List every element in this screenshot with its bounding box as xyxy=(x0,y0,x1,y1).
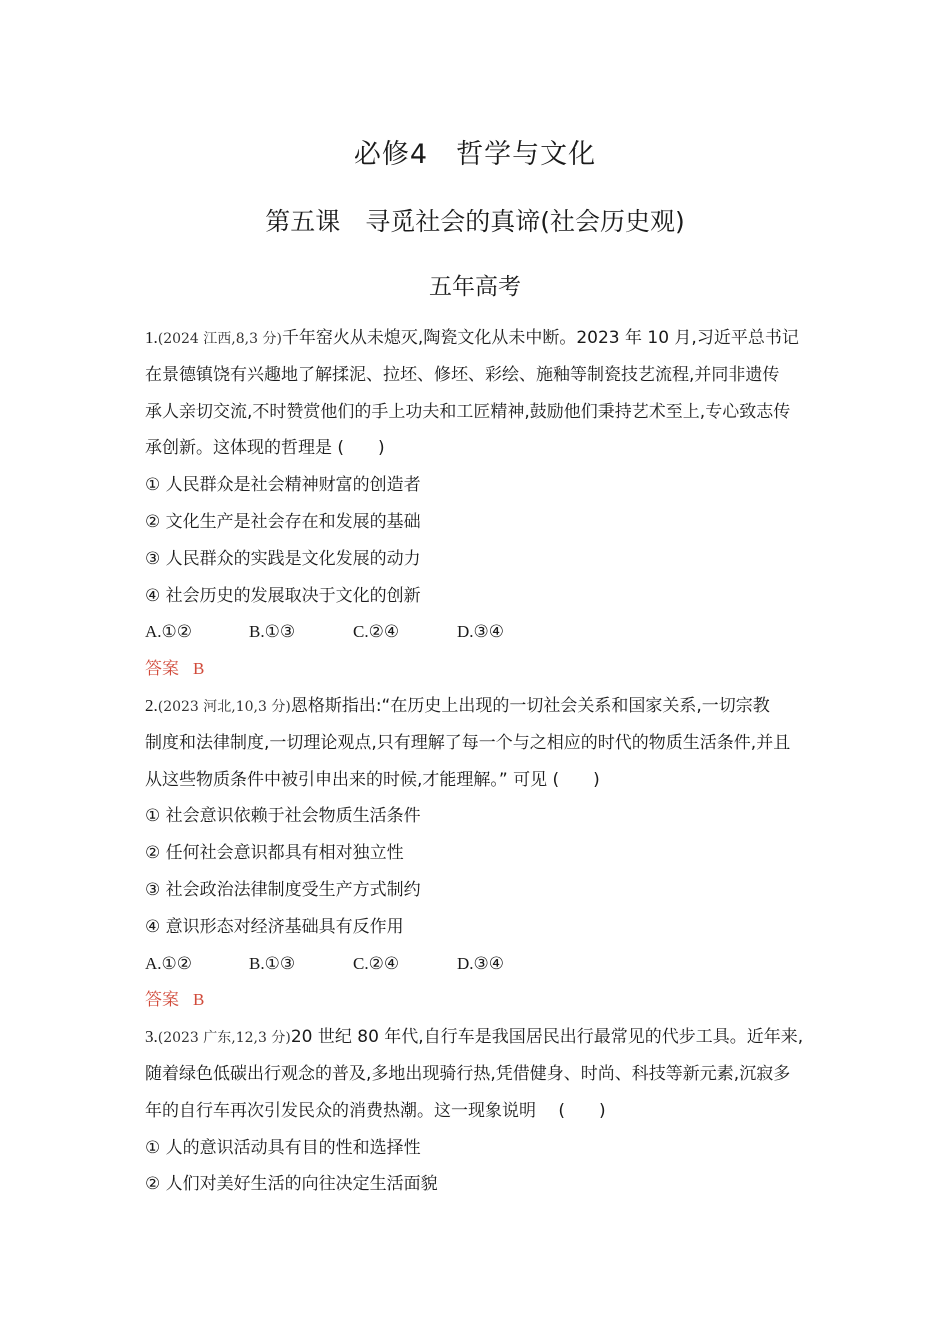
question-1-option-3: ③ 人民群众的实践是文化发展的动力 xyxy=(145,548,421,569)
question-source: (2023 广东,12,3 分) xyxy=(157,1030,291,1047)
section-title: 五年高考 xyxy=(429,274,521,300)
book-title: 必修4 哲学与文化 xyxy=(353,139,597,170)
question-2-choices xyxy=(145,946,810,983)
question-3-line-1 xyxy=(145,1019,810,1056)
question-2-line-3: 从这些物质条件中被引申出来的时候,才能理解。” 可见 ( ) xyxy=(145,769,600,790)
question-2-option-3: ③ 社会政治法律制度受生产方式制约 xyxy=(145,879,421,900)
answer-value: B xyxy=(193,990,205,1010)
choice-b: B.①③ xyxy=(249,622,296,642)
question-1-line-3: 承人亲切交流,不时赞赏他们的手上功夫和工匠精神,鼓励他们秉持艺术至上,专心致志传 xyxy=(145,401,791,422)
question-number: 1. xyxy=(145,328,158,347)
question-1-line-1 xyxy=(145,320,810,357)
question-1-answer xyxy=(145,651,810,688)
choice-c: C.②④ xyxy=(353,622,400,642)
question-2-option-4: ④ 意识形态对经济基础具有反作用 xyxy=(145,916,404,937)
question-1-choices xyxy=(145,614,810,651)
question-text: 千年窑火从未熄灭,陶瓷文化从未中断。2023 年 10 月,习近平总书记 xyxy=(281,328,799,348)
question-1-line-2: 在景德镇饶有兴趣地了解揉泥、拉坯、修坯、彩绘、施釉等制瓷技艺流程,并同非遗传 xyxy=(145,364,780,385)
question-3-option-2: ② 人们对美好生活的向往决定生活面貌 xyxy=(145,1174,438,1195)
question-2-answer xyxy=(145,982,810,1019)
question-text: 20 世纪 80 年代,自行车是我国居民出行最常见的代步工具。近年来, xyxy=(290,1027,804,1048)
choice-a: A.①② xyxy=(145,622,193,642)
choice-b: B.①③ xyxy=(249,953,296,973)
question-source: (2024 江西,8,3 分) xyxy=(157,331,282,347)
question-number: 3. xyxy=(145,1027,158,1047)
question-3-line-2: 随着绿色低碳出行观念的普及,多地出现骑行热,凭借健身、时尚、科技等新元素,沉寂多 xyxy=(145,1063,791,1084)
question-source: (2023 河北,10,3 分) xyxy=(157,698,291,715)
question-2-option-2: ② 任何社会意识都具有相对独立性 xyxy=(145,843,404,864)
question-2-option-1: ① 社会意识依赖于社会物质生活条件 xyxy=(145,806,421,827)
question-1-option-4: ④ 社会历史的发展取决于文化的创新 xyxy=(145,585,421,606)
question-3-line-3: 年的自行车再次引发民众的消费热潮。这一现象说明 ( ) xyxy=(145,1100,606,1121)
choice-c: C.②④ xyxy=(353,953,400,973)
choice-d: D.③④ xyxy=(457,953,505,973)
question-2-line-2: 制度和法律制度,一切理论观点,只有理解了每一个与之相应的时代的物质生活条件,并且 xyxy=(145,732,791,753)
question-3-option-1: ① 人的意识活动具有目的性和选择性 xyxy=(145,1137,421,1158)
question-1-option-1: ① 人民群众是社会精神财富的创造者 xyxy=(145,475,421,496)
question-number: 2. xyxy=(145,695,158,715)
question-text: 恩格斯指出:“在历史上出现的一切社会关系和国家关系,一切宗教 xyxy=(290,695,770,716)
question-1-line-4: 承创新。这体现的哲理是 ( ) xyxy=(145,438,385,459)
choice-d: D.③④ xyxy=(457,622,505,642)
answer-label: 答案 xyxy=(145,990,179,1011)
question-1-option-2: ② 文化生产是社会存在和发展的基础 xyxy=(145,511,421,532)
question-2-line-1 xyxy=(145,688,810,725)
answer-value: B xyxy=(193,659,205,679)
lesson-title: 第五课 寻觅社会的真谛(社会历史观) xyxy=(265,207,685,236)
question-list xyxy=(145,320,810,1203)
choice-a: A.①② xyxy=(145,953,193,973)
answer-label: 答案 xyxy=(145,659,179,680)
